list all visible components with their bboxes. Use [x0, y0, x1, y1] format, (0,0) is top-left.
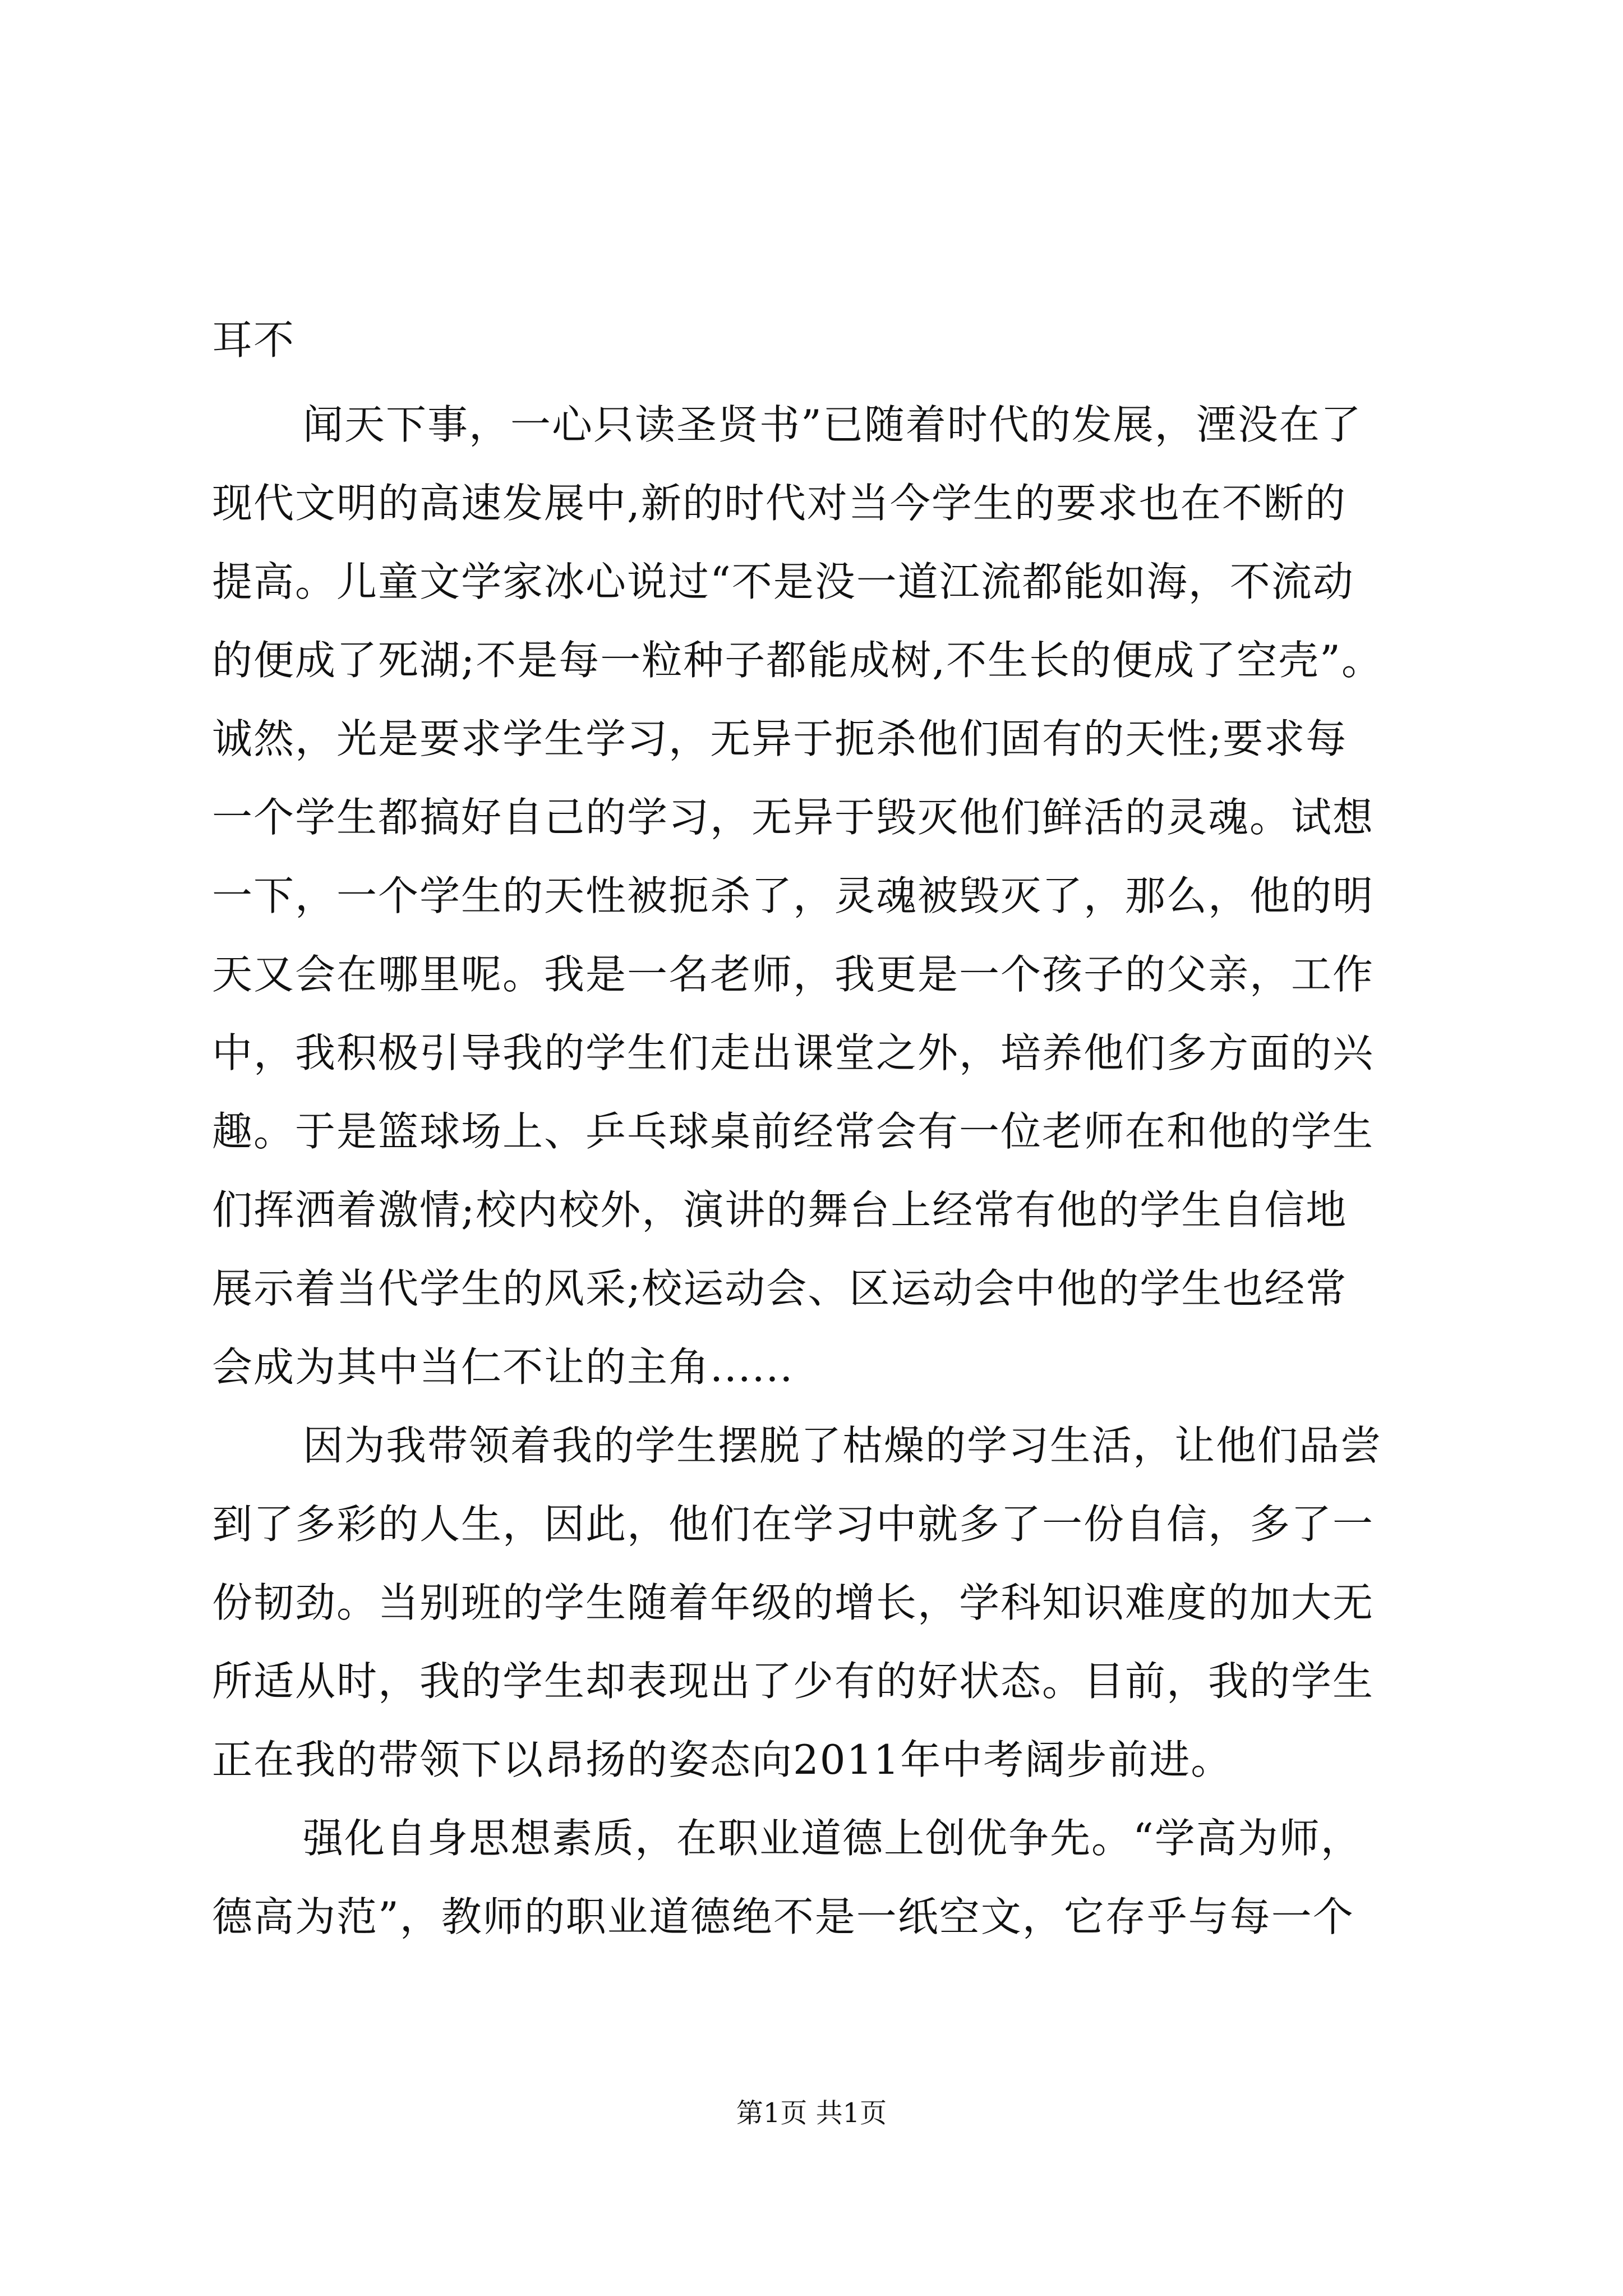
text-line: 趣。于是篮球场上、乒乓球桌前经常会有一位老师在和他的学生	[212, 1108, 1375, 1155]
text-line: 诚然，光是要求学生学习，无异于扼杀他们固有的天性;要求每	[212, 715, 1348, 762]
text-line: 到了多彩的人生，因此，他们在学习中就多了一份自信，多了一	[212, 1501, 1375, 1548]
text-line: 德高为范”，教师的职业道德绝不是一纸空文，它存乎与每一个	[212, 1893, 1354, 1940]
text-line: 的便成了死湖;不是每一粒种子都能成树,不生长的便成了空壳”。	[212, 637, 1383, 684]
text-line: 会成为其中当仁不让的主角......	[212, 1343, 794, 1391]
paragraph-start-line: 强化自身思想素质，在职业道德上创优争先。“学高为师，	[303, 1815, 1362, 1862]
text-line: 中，我积极引导我的学生们走出课堂之外，培养他们多方面的兴	[212, 1029, 1375, 1076]
text-line: 展示着当代学生的风采;校运动会、区运动会中他的学生也经常	[212, 1265, 1348, 1312]
text-line: 正在我的带领下以昂扬的姿态向2011年中考阔步前进。	[212, 1736, 1233, 1783]
text-line: 一个学生都搞好自己的学习，无异于毁灭他们鲜活的灵魂。试想	[212, 794, 1375, 841]
text-line: 现代文明的高速发展中,新的时代对当今学生的要求也在不断的	[212, 480, 1347, 527]
text-line: 所适从时，我的学生却表现出了少有的好状态。目前，我的学生	[212, 1658, 1375, 1705]
page-footer: 第1页 共1页	[736, 2097, 887, 2129]
text-line: 耳不	[212, 316, 296, 364]
text-line: 天又会在哪里呢。我是一名老师，我更是一个孩子的父亲，工作	[212, 951, 1375, 998]
text-line: 们挥洒着激情;校内校外，演讲的舞台上经常有他的学生自信地	[212, 1186, 1348, 1234]
text-line: 一下，一个学生的天性被扼杀了，灵魂被毁灭了，那么，他的明	[212, 872, 1375, 919]
text-line: 提高。儿童文学家冰心说过“不是没一道江流都能如海，不流动	[212, 558, 1354, 605]
paragraph-start-line: 因为我带领着我的学生摆脱了枯燥的学习生活，让他们品尝	[303, 1422, 1382, 1469]
text-line: 份韧劲。当别班的学生随着年级的增长，学科知识难度的加大无	[212, 1579, 1375, 1626]
paragraph-start-line: 闻天下事，一心只读圣贤书”已随着时代的发展，湮没在了	[303, 401, 1362, 448]
